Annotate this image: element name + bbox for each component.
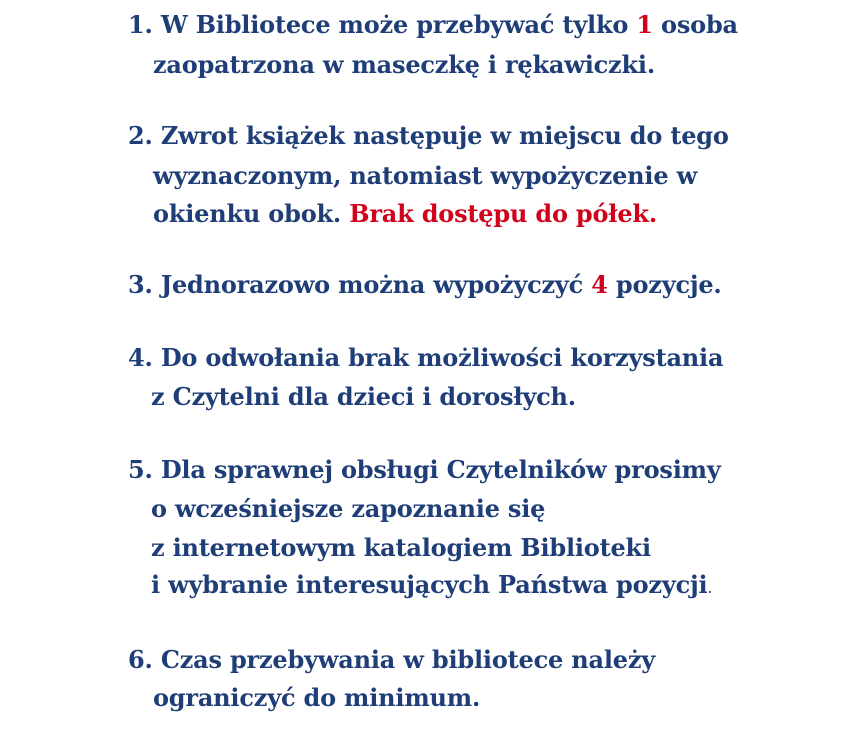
rule-1-line-1 xyxy=(128,10,738,40)
rule-5-line-2: o wcześniejsze zapoznanie się xyxy=(151,494,546,523)
rule-1-text-after: osoba xyxy=(661,10,738,39)
rule-2-text-before: okienku obok. xyxy=(153,199,342,228)
rule-3-highlight-count: 4 xyxy=(591,270,608,299)
rule-2-line-3 xyxy=(153,199,657,229)
rule-5-line-4-text: i wybranie interesujących Państwa pozycji xyxy=(151,570,708,599)
rule-5-number: 5. xyxy=(128,455,153,484)
rule-4-text: Do odwołania brak możliwości korzystania xyxy=(160,343,724,372)
rule-6-text: Czas przebywania w bibliotece należy xyxy=(160,645,655,674)
rule-1-text-before: W Bibliotece może przebywać tylko xyxy=(160,10,629,39)
rule-5-line-4 xyxy=(151,570,712,603)
rule-1-line-2: zaopatrzona w maseczkę i rękawiczki. xyxy=(153,50,655,79)
rule-4-number: 4. xyxy=(128,343,153,372)
rule-3-text-before: Jednorazowo można wypożyczyć xyxy=(160,270,584,299)
rule-6-line-1 xyxy=(128,645,655,675)
rule-2-highlight-warning: Brak dostępu do półek. xyxy=(349,199,657,228)
rule-3-text-after: pozycje. xyxy=(615,270,722,299)
rule-4-line-1 xyxy=(128,343,723,373)
rule-5-text: Dla sprawnej obsługi Czytelników prosimy xyxy=(160,455,721,484)
rule-2-line-1 xyxy=(128,121,729,151)
rule-3-number: 3. xyxy=(128,270,153,299)
rule-2-text: Zwrot książek następuje w miejscu do tego xyxy=(160,121,729,150)
rule-2-number: 2. xyxy=(128,121,153,150)
rule-1-highlight-count: 1 xyxy=(636,10,653,39)
rule-2-line-2: wyznaczonym, natomiast wypożyczenie w xyxy=(153,161,698,190)
rule-3-line-1 xyxy=(128,270,722,300)
rule-5-period: . xyxy=(707,578,713,597)
rule-5-line-1 xyxy=(128,455,721,485)
rule-5-line-3: z internetowym katalogiem Biblioteki xyxy=(151,533,651,562)
rule-6-line-2: ograniczyć do minimum. xyxy=(153,683,481,712)
rule-4-line-2: z Czytelni dla dzieci i dorosłych. xyxy=(151,382,576,411)
rule-1-number: 1. xyxy=(128,10,153,39)
rule-6-number: 6. xyxy=(128,645,153,674)
